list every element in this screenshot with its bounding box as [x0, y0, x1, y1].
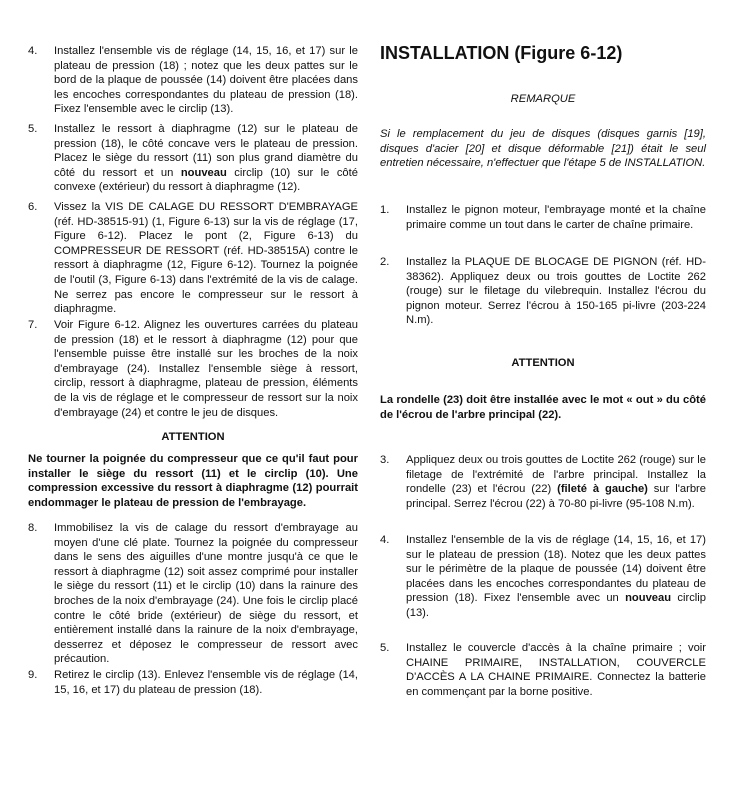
step-text: Vissez la VIS DE CALAGE DU RESSORT D'EMBRAYAGE (réf. HD-38515-91) (1, Figure 6-13) sur la vis de réglage (17, Figure 6-12). Placez le pont (2, Figure 6-13) du COMPRESSEUR DE RESSORT (réf. HD-38515A) contre le ressort à diaphragme (12, Figure 6-12). Tournez la poignée de l'outil (3, Figure 6-13) dans l'extrémité de la vis de calage. Ne serrez pas encore le compresseur sur le ressort à diaphragme.: [54, 201, 358, 316]
attention-title: ATTENTION: [161, 431, 225, 443]
step-text: Voir Figure 6-12. Alignez les ouvertures carrées du plateau de pression (18) et le ressort à diaphragme (12) pour que l'ensemble puisse être installé sur les broches de la noix d'embrayage (24). Installez l'ensemble siège à ressort, circlip, ressort à diaphragme, plateau de pression, éléments de la vis de réglage et le compresseur de ressort sur la noix d'embrayage (24) et contre le jeu de disques.: [54, 319, 358, 419]
step-number: 5.: [28, 123, 38, 135]
step-text: Installez l'ensemble vis de réglage (14, 15, 16, et 17) sur le plateau de pression (18) ; notez que les deux pattes sur le bord de la plaque de poussée (14) doivent être placées dans les encoches correspondantes du plateau de pression (18). Fixez l'ensemble avec le circlip (13).: [54, 45, 358, 116]
step-number: 2.: [380, 256, 390, 268]
step-6: [28, 200, 358, 317]
step-number: 4.: [380, 534, 390, 546]
step-text: Installez le pignon moteur, l'embrayage monté et la chaîne primaire comme un tout dans le carter de chaîne primaire.: [406, 204, 706, 231]
bold-word: nouveau: [180, 166, 227, 179]
step-text: Retirez le circlip (13). Enlevez l'ensemble vis de réglage (14, 15, 16, et 17) du plateau de pression (18).: [54, 669, 358, 696]
step-8: [28, 521, 358, 667]
bold-phrase: (fileté à gauche): [557, 483, 648, 496]
bold-word: nouveau: [625, 592, 672, 605]
step-number: 1.: [380, 204, 390, 216]
step-text: Installez l'ensemble de la vis de réglage (14, 15, 16, et 17) sur le plateau de pression (18). Notez que les deux pattes sur le périmètre de la plaque de poussée (14) doivent être placées dans les encoches correspondantes du plateau de pression (18). Fixez l'ensemble avec un nouveau circlip (13).: [406, 534, 706, 619]
remark-text: Si le remplacement du jeu de disques (disques garnis [19], disques d'acier [20] et disque déformable [21]) était le seul entretien nécessaire, n'effectuer que l'étape 5 de INSTALLATION.: [380, 128, 706, 170]
step-number: 7.: [28, 319, 38, 331]
step-text: Installez la PLAQUE DE BLOCAGE DE PIGNON (réf. HD-38362). Appliquez deux ou trois gouttes de Loctite 262 (rouge) sur le filetage du vilebrequin. Installez l'écrou du pignon moteur. Serrez l'écrou à 150-165 pi-livre (203-224 N.m).: [406, 256, 706, 327]
step-9: [28, 668, 358, 697]
step-2: [380, 255, 706, 328]
step-number: 8.: [28, 522, 38, 534]
step-1: [380, 203, 706, 232]
step-text: Installez le ressort à diaphragme (12) sur le plateau de pression (18), le côté concave vers le plateau de pression. Placez le siège du ressort (11) son plus grand diamètre du côté du ressort et un nouveau circlip (10) sur le côté convexe (extérieur) du ressort à diaphragme (12).: [54, 123, 358, 194]
step-text: Immobilisez la vis de calage du ressort d'embrayage au moyen d'une clé plate. Tournez la poignée du compresseur dans le sens des aiguilles d'une montre jusqu'à ce que le ressort à diaphragme (12) soit assez comprimé pour installer le siège du ressort (11) et le circlip (10) dans la rainure des broches de la noix d'embrayage (24). Une fois le circlip placé contre le côté bride (extérieur) de siège du ressort, et entièrement installé dans la rainure de la noix d'embrayage, desserrez et déposez le compresseur de ressort avec précaution.: [54, 522, 358, 666]
attention-title: ATTENTION: [511, 357, 575, 369]
step-number: 5.: [380, 642, 390, 654]
step-4: [380, 533, 706, 621]
step-number: 6.: [28, 201, 38, 213]
step-text: Installez le couvercle d'accès à la chaîne primaire ; voir CHAINE PRIMAIRE, INSTALLATION, COUVERCLE D'ACCÈS A LA CHAINE PRIMAIRE. Connectez la batterie en commençant par la borne positive.: [406, 642, 706, 698]
attention-text: Ne tourner la poignée du compresseur que ce qu'il faut pour installer le siège du ressort (11) et le circlip (10). Une compression excessive du ressort à diaphragme (12) pourrait endommager le plateau de pression de l'embrayage.: [28, 453, 358, 509]
step-number: 9.: [28, 669, 38, 681]
step-7: [28, 318, 358, 420]
step-number: 3.: [380, 454, 390, 466]
step-text: Appliquez deux ou trois gouttes de Loctite 262 (rouge) sur le filetage de l'extrémité de l'arbre principal. Installez la rondelle (23) et l'écrou (22) (fileté à gauche) sur l'arbre principal. Serrez l'écrou (22) à 70-80 pi-livre (95-108 N.m).: [406, 454, 706, 510]
step-5: [28, 122, 358, 195]
step-5: [380, 641, 706, 699]
step-3: [380, 453, 706, 511]
step-4: [28, 44, 358, 117]
attention-text: La rondelle (23) doit être installée avec le mot « out » du côté de l'écrou de l'arbre principal (22).: [380, 394, 706, 421]
step-number: 4.: [28, 45, 38, 57]
section-title: INSTALLATION (Figure 6-12): [380, 43, 623, 63]
remark-title: REMARQUE: [510, 93, 576, 105]
